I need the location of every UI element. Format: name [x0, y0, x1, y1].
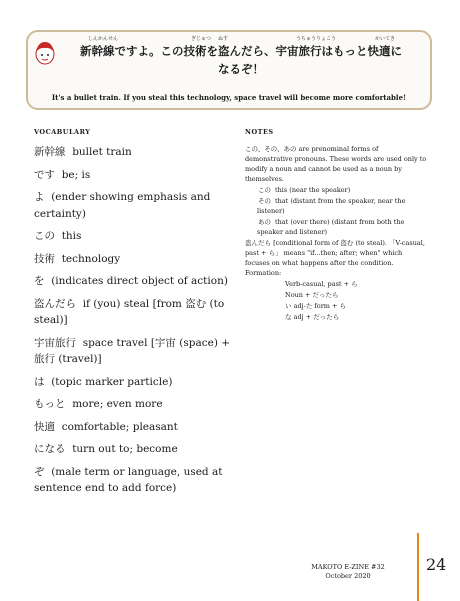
example-sentence-banner	[26, 30, 432, 110]
demonstrative-item: あの that (over there) (distant from both the speaker and listener)	[257, 218, 405, 236]
vocab-item: を (indicates direct object of action)	[34, 275, 228, 287]
vocab-item: 技術 technology	[34, 252, 121, 265]
magazine-name: MAKOTO E-ZINE #32	[311, 563, 385, 571]
furigana-kaiteki: かいてき	[375, 36, 396, 42]
vocab-item: 新幹線 bullet train	[34, 146, 132, 158]
vocab-item: もっと more; even more	[34, 398, 163, 410]
vocab-item: は (topic marker particle)	[34, 375, 173, 388]
footer-divider	[417, 533, 419, 601]
vocabulary-section	[34, 128, 234, 503]
furigana-shinkansen: しんかんせん	[88, 36, 119, 42]
vocab-item: 快適 comfortable; pleasant	[34, 420, 178, 433]
demonstrative-item: この this (near the speaker)	[258, 186, 351, 194]
vocab-item: です be; is	[34, 168, 91, 181]
vocab-item: 盗んだら if (you) steal [from 盗む (to steal)]	[34, 297, 225, 326]
issue-date: October 2020	[325, 572, 371, 580]
vocab-item: になる turn out to; become	[34, 443, 178, 455]
formation-rule: Noun + だったら	[285, 291, 339, 299]
formation-rule: な adj + だったら	[285, 313, 340, 321]
formation-rule: Verb-casual, past + ら	[285, 280, 358, 288]
demonstrative-item: その that (distant from the speaker, near the listener)	[257, 197, 406, 215]
example-sentence-line-2: なるぞ！	[218, 62, 264, 76]
notes-heading: NOTES	[245, 128, 274, 136]
vocab-item: 宇宙旅行 space travel [宇宙 (space) + 旅行 (travel)]	[34, 336, 231, 365]
vocab-item: ぞ (male term or language, used at sentence end to add force)	[34, 465, 223, 494]
notes-conditional: 盗んだら [conditional form of 盗む (to steal). 「V-casual, past + ら」 means "if...then; after; when" which focuses on what happens after the condition. Formation:	[245, 239, 425, 277]
furigana-gijutsu: ぎじゅつ	[191, 36, 212, 42]
character-face-icon	[34, 40, 56, 66]
formation-rule: い adj-た form + ら	[285, 302, 347, 310]
notes-section	[245, 128, 427, 323]
furigana-uchuuryokou: うちゅうりょこう	[296, 36, 337, 42]
notes-intro: この、その、あの are prenominal forms of demonstrative pronouns. These words are used only to modify a noun and cannot be used as a noun by themselves.	[245, 145, 427, 183]
vocabulary-heading: VOCABULARY	[34, 128, 91, 136]
page-number: 24	[426, 555, 447, 574]
furigana-nusu: ぬす	[218, 36, 229, 42]
vocab-item: この this	[34, 230, 82, 242]
example-sentence-translation: It's a bullet train. If you steal this technology, space travel will become more comfortable!	[51, 93, 407, 102]
page-footer	[294, 563, 402, 581]
example-sentence	[56, 42, 426, 78]
example-sentence-line-1: 新幹線ですよ。この技術を盗んだら、宇宙旅行はもっと快適に	[80, 44, 402, 58]
vocab-item: よ (ender showing emphasis and certainty)	[34, 191, 211, 220]
